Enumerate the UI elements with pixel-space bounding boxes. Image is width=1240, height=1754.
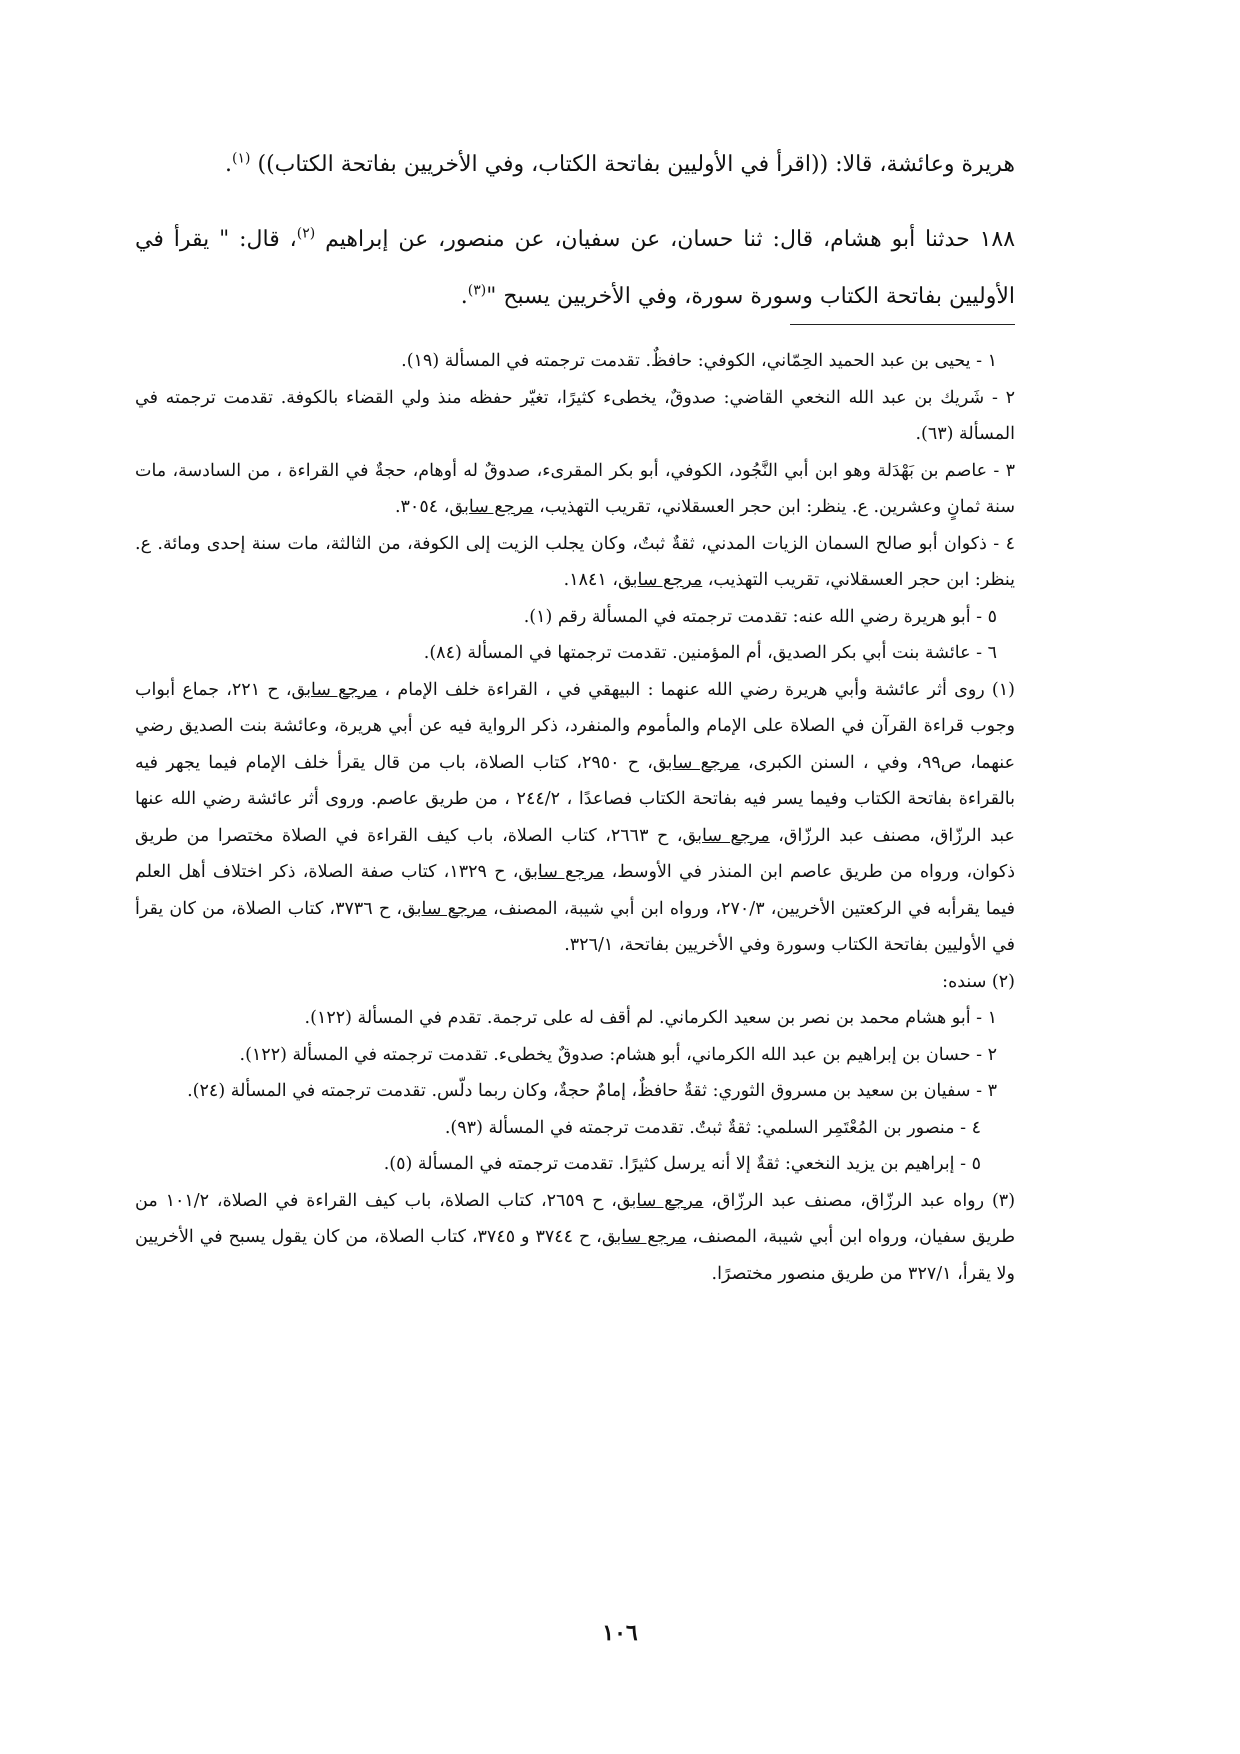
note-text: ٥ - أبو هريرة رضي الله عنه: تقدمت ترجمته في المسألة رقم (١). — [523, 606, 997, 627]
footnotes — [135, 343, 1015, 1292]
note-n2 — [135, 380, 1015, 453]
footnote-ref-2[interactable]: (٢) — [296, 225, 316, 242]
note-n1 — [135, 343, 1015, 380]
note-text: ، ١٨٤١. — [563, 570, 619, 590]
footnote-3 — [135, 1183, 1015, 1293]
period: . — [460, 284, 468, 309]
note-text: ، ح ٢٦٥٩، كتاب الصلاة، باب كيف القراءة في الصلاة، ١٠١/٢ من طريق سفيان، ورواه ابن أبي شيبة، المصنف، — [135, 1190, 1016, 1247]
note-text: ٤ - ذكوان أبو صالح السمان الزيات المدني، ثقةٌ ثبتٌ، وكان يجلب الزيت إلى الكوفة، من الثالثة، مات سنة إحدى ومائة. ع. ينظر: ابن حجر العسقلاني، تقريب التهذيب، — [135, 533, 1015, 590]
note-text: ٤ - منصور بن المُعْتَمِر السلمي: ثقةٌ ثبتٌ. تقدمت ترجمته في المسألة (٩٣). — [444, 1117, 981, 1138]
note-text: (١) روى أثر عائشة وأبي هريرة رضي الله عنهما : البيهقي في ، القراءة خلف الإمام ، — [377, 679, 1015, 700]
main-paragraph-1 — [135, 136, 1015, 193]
sanad-5 — [135, 1146, 1015, 1183]
page-number: ١٠٦ — [602, 1620, 638, 1646]
sanad-1 — [135, 1000, 1015, 1037]
note-n6 — [135, 635, 1015, 672]
note-text: ٣ - عاصم بن بَهْدَلة وهو ابن أبي النَّجُود، الكوفي، أبو بكر المقرىء، صدوقٌ له أوهام، حجةٌ في القراءة ، من السادسة، مات سنة ثمانٍ وعشرين. ع. ينظر: ابن حجر العسقلاني، تقريب التهذيب، — [135, 460, 1015, 517]
footnote-ref-1[interactable]: (١) — [232, 150, 251, 167]
reference-link[interactable]: مرجع سابق — [518, 862, 605, 882]
note-n3 — [135, 453, 1015, 526]
note-n4 — [135, 526, 1015, 599]
note-text: ٦ - عائشة بنت أبي بكر الصديق، أم المؤمنين. تقدمت ترجمتها في المسألة (٨٤). — [423, 643, 997, 663]
reference-link[interactable]: مرجع سابق — [291, 679, 378, 700]
note-text: ، ح ٣٧٣٦، كتاب الصلاة، من كان يقرأ في الأوليين بفاتحة الكتاب وسورة وفي الأخريين بفاتحة، ٣٢٦/١. — [135, 898, 1015, 955]
footnote-separator — [790, 324, 1015, 325]
note-text: ٣ - سفيان بن سعيد بن مسروق الثوري: ثقةٌ حافظٌ، إمامٌ حجةٌ، وكان ربما دلّس. تقدمت ترجمته في المسألة (٢٤). — [187, 1081, 997, 1101]
reference-link[interactable]: مرجع سابق — [618, 570, 703, 590]
note-text: ، ح ٢٩٥٠، كتاب الصلاة، باب من قال يقرأ خلف الإمام فيما يجهر فيه بالقراءة بفاتحة الكتاب وفيما يسر فيه بفاتحة الكتاب فصاعدًا ، ٢٤٤/٢ ، من طريق عاصم. وروى أثر عائشة رضي الله عنها عبد الرزّاق، مصنف عبد الرزّاق، — [135, 752, 1016, 846]
period: . — [225, 152, 233, 177]
note-text: (٣) رواه عبد الرزّاق، مصنف عبد الرزّاق، — [703, 1190, 1016, 1211]
sanad-2 — [135, 1037, 1015, 1074]
note-n5 — [135, 599, 1015, 636]
hadith-188-b: ، قال: " يقرأ في الأوليين بفاتحة الكتاب وسورة سورة، وفي الأخريين يسبح " — [135, 227, 1015, 309]
reference-link[interactable]: مرجع سابق — [616, 1190, 704, 1211]
main-paragraph-2 — [135, 211, 1015, 325]
sanad-3 — [135, 1073, 1015, 1110]
footnote-2 — [135, 964, 1015, 1001]
note-text: ، ح ٣٧٤٤ و ٣٧٤٥، كتاب الصلاة، من كان يقول يسبح في الأخريين ولا يقرأ، ٣٢٧/١ من طريق منصور مختصرًا. — [135, 1227, 1015, 1284]
note-text: ٥ - إبراهيم بن يزيد النخعي: ثقةٌ إلا أنه يرسل كثيرًا. تقدمت ترجمته في المسألة (٥). — [383, 1154, 981, 1174]
reference-link[interactable]: مرجع سابق — [601, 1227, 687, 1247]
hadith-188-a: ١٨٨ حدثنا أبو هشام، قال: ثنا حسان، عن سفيان، عن منصور، عن إبراهيم — [325, 227, 1016, 252]
note-text: ، ٣٠٥٤. — [394, 497, 450, 517]
note-text: ٢ - حسان بن إبراهيم بن عبد الله الكرماني، أبو هشام: صدوقٌ يخطىء. تقدمت ترجمته في المسألة (١٢٢). — [239, 1044, 997, 1065]
note-text: ١ - أبو هشام محمد بن نصر بن سعيد الكرماني. لم أقف له على ترجمة. تقدم في المسألة (١٢٢). — [304, 1008, 997, 1028]
main-text — [135, 136, 1015, 325]
main-line-1: هريرة وعائشة، قالا: ((اقرأ في الأوليين بفاتحة الكتاب، وفي الأخريين بفاتحة الكتاب)) — [257, 152, 1015, 177]
note-text: ، ح ٢٢١، جماع أبواب وجوب قراءة القرآن في الصلاة على الإمام والمأموم والمنفرد، ذكر الرواية فيه عن أبي هريرة، وعائشة بنت الصديق رضي عنهما، ص٩٩، وفي ، السنن الكبرى، — [135, 679, 1016, 773]
note-text: (٢) سنده: — [942, 971, 1015, 992]
reference-link[interactable]: مرجع سابق — [682, 825, 770, 846]
reference-link[interactable]: مرجع سابق — [652, 752, 740, 773]
note-text: ، ح ١٣٢٩، كتاب صفة الصلاة، ذكر اختلاف أهل العلم فيما يقرأبه في الركعتين الأخريين، ٢٧٠/٣، ورواه ابن أبي شيبة، المصنف، — [135, 862, 1015, 919]
note-text: ، ح ٢٦٦٣، كتاب الصلاة، باب كيف القراءة في الصلاة مختصرا من طريق ذكوان، ورواه من طريق عاصم ابن المنذر في الأوسط، — [135, 825, 1016, 882]
note-text: ١ - يحيى بن عبد الحميد الحِمّاني، الكوفي: حافظٌ. تقدمت ترجمته في المسألة (١٩). — [401, 351, 997, 371]
footnote-1 — [135, 672, 1015, 964]
footnote-ref-3[interactable]: (٣) — [467, 282, 487, 299]
sanad-4 — [135, 1110, 1015, 1147]
note-text: ٢ - شَريك بن عبد الله النخعي القاضي: صدوقٌ، يخطىء كثيرًا، تغيّر حفظه منذ ولي القضاء بالكوفة. تقدمت ترجمته في المسألة (٦٣). — [135, 387, 1015, 444]
reference-link[interactable]: مرجع سابق — [449, 497, 534, 517]
reference-link[interactable]: مرجع سابق — [401, 898, 487, 919]
